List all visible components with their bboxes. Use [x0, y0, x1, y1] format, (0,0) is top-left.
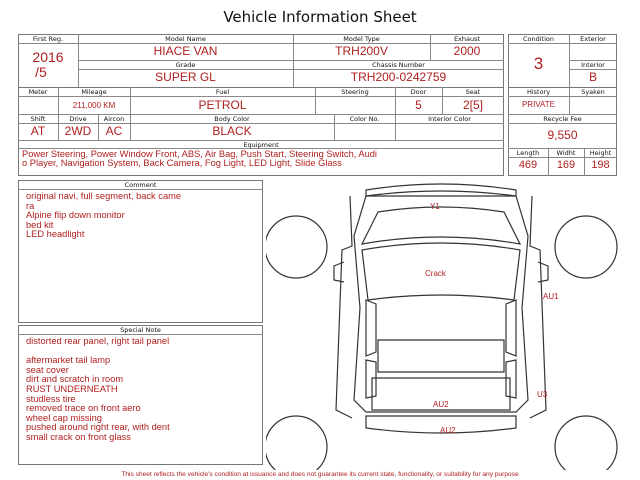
special-note-line: removed trace on front aero: [26, 403, 141, 414]
height-label: Height: [589, 149, 612, 157]
model-name-value: HIACE VAN: [153, 44, 218, 58]
special-note-line: aftermarket tail lamp: [26, 355, 111, 366]
grid-line: [508, 96, 617, 97]
equipment-line-1: Power Steering, Power Window Front, ABS, Air Bag, Push Start, Steering Switch, Audi: [22, 149, 377, 159]
front-right-wheel: [555, 216, 617, 278]
damage-label-au1: AU1: [543, 292, 559, 301]
exhaust-value: 2000: [453, 44, 481, 58]
sheet-title: Vehicle Information Sheet: [223, 8, 417, 26]
fuel-value: PETROL: [198, 98, 247, 112]
chassis-label: Chassis Number: [372, 61, 425, 69]
rear-left-wheel: [266, 416, 327, 470]
comment-line: ra: [26, 200, 35, 211]
right-window: [506, 300, 516, 356]
front-bumper: [366, 184, 516, 196]
special-note-line: RUST UNDERNEATH: [26, 383, 118, 394]
damage-label-crack: Crack: [425, 269, 446, 278]
damage-label-au2-rear-bumper: AU2: [440, 426, 456, 435]
condition-value: 3: [533, 54, 544, 73]
left-window: [366, 300, 376, 356]
recycle-value: 9,550: [547, 128, 578, 142]
model-name-label: Model Name: [165, 35, 206, 43]
door-value: 5: [415, 98, 422, 112]
grid-line: [18, 96, 504, 97]
vehicle-damage-diagram: [266, 178, 620, 470]
exhaust-label: Exhaust: [453, 35, 481, 43]
special-note-line: seat cover: [26, 364, 69, 375]
fuel-label: Fuel: [215, 88, 230, 96]
grid-line: [508, 157, 617, 158]
comment-line: original navi, full segment, back came: [26, 191, 182, 201]
special-note-line: distorted rear panel, right tail panel: [26, 336, 170, 346]
grid-line: [18, 334, 263, 335]
grid-line: [18, 189, 263, 190]
grade-label: Grade: [175, 61, 196, 69]
windshield: [362, 207, 520, 244]
steering-label: Steering: [341, 88, 369, 96]
aircon-value: AC: [105, 124, 123, 138]
left-rear-window: [366, 360, 376, 398]
special-note-label: Special Note: [120, 326, 161, 334]
right-rear-window: [506, 360, 516, 398]
special-note-line: wheel cap missing: [26, 412, 102, 423]
color-no-label: Color No.: [349, 115, 380, 123]
history-value: PRIVATE: [521, 100, 556, 109]
comment-line: LED headlight: [26, 229, 85, 240]
disclaimer-text: This sheet reflects the vehicle's condition at issuance and does not guarantee its current state, functionality, or suitability for any purpose: [121, 471, 519, 478]
rear-window: [378, 340, 504, 372]
damage-label-u3: U3: [537, 390, 548, 399]
aircon-label: Aircon: [103, 115, 125, 123]
comment-line: Alpine flip down monitor: [26, 210, 125, 221]
interior-label: Interior: [581, 61, 605, 69]
history-label: History: [526, 88, 551, 96]
damage-label-y1: Y1: [430, 202, 440, 211]
special-note-line: studless tire: [26, 393, 76, 404]
model-type-value: TRH200V: [335, 44, 388, 58]
recycle-label: Recycle Fee: [543, 115, 582, 123]
meter-label: Meter: [28, 88, 48, 96]
damage-label-au2-rear-door: AU2: [433, 400, 449, 409]
special-note-line: dirt and scratch in room: [26, 374, 124, 385]
grade-value: SUPER GL: [155, 70, 216, 84]
mileage-value: 211,000 KM: [72, 101, 116, 110]
right-side-panel: [530, 196, 546, 418]
seat-value: 2[5]: [462, 98, 483, 112]
length-value: 469: [518, 159, 538, 171]
grid-line: [508, 123, 617, 124]
comment-list: [26, 192, 181, 240]
front-left-wheel: [266, 216, 327, 278]
length-label: Length: [516, 149, 540, 157]
shift-value: AT: [30, 124, 46, 138]
grid-line: [508, 43, 617, 44]
left-mirror: [334, 262, 344, 282]
seat-label: Seat: [465, 88, 481, 96]
body-outline: [354, 196, 528, 412]
chassis-value: TRH200-0242759: [350, 70, 447, 84]
interior-color-label: Interior Color: [428, 115, 471, 123]
syaken-label: Syaken: [581, 88, 605, 96]
comment-line: bed kit: [26, 219, 54, 230]
equipment-label: Equipment: [243, 141, 279, 149]
special-note-list: [26, 337, 170, 443]
door-label: Door: [410, 88, 427, 96]
rear-right-wheel: [555, 416, 617, 470]
comment-label: Comment: [124, 181, 157, 189]
special-note-line: pushed around right rear, with dent: [26, 422, 170, 433]
interior-value: B: [588, 70, 597, 84]
body-color-label: Body Color: [214, 115, 250, 123]
exterior-label: Exterior: [580, 35, 606, 43]
first-reg-month: /5: [35, 64, 47, 80]
model-type-label: Model Type: [343, 35, 380, 43]
condition-label: Condition: [522, 35, 555, 43]
width-label: Widht: [556, 149, 576, 157]
left-side-panel: [336, 196, 352, 418]
first-reg-year: 2016: [32, 49, 64, 65]
drive-value: 2WD: [64, 124, 92, 138]
drive-label: Drive: [69, 115, 87, 123]
mileage-label: Mileage: [81, 88, 107, 96]
width-value: 169: [556, 159, 576, 171]
shift-label: Shift: [30, 115, 46, 123]
special-note-line: small crack on front glass: [26, 431, 131, 442]
right-mirror: [538, 262, 548, 282]
first-reg-label: First Reg.: [32, 35, 64, 43]
height-value: 198: [591, 159, 610, 171]
equipment-line-2: o Player, Navigation System, Back Camera, Fog Light, LED Light, Slide Glass: [22, 158, 342, 168]
body-color-value: BLACK: [212, 124, 252, 138]
